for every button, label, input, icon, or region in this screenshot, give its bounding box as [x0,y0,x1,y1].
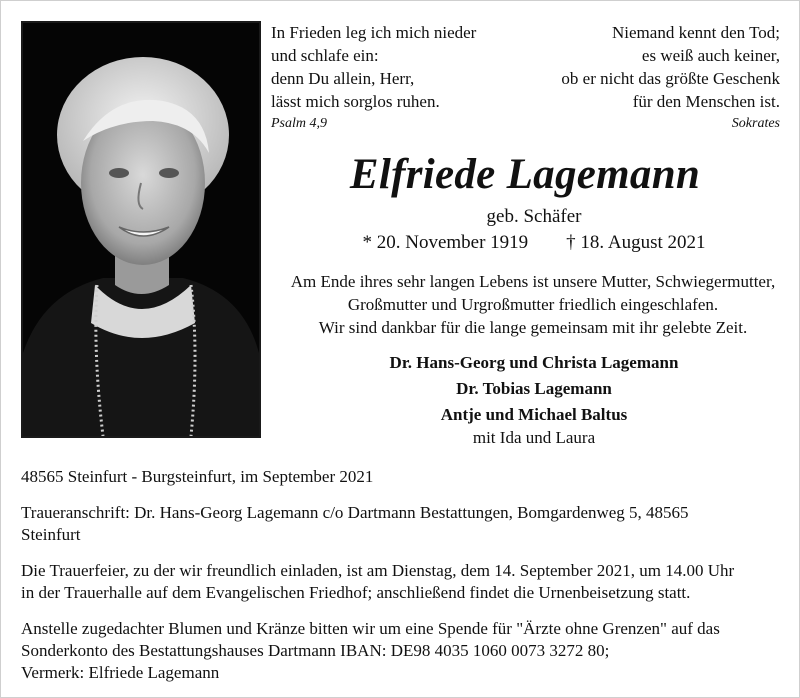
place-date-text: 48565 Steinfurt - Burgsteinfurt, im September 2021 [21,467,374,486]
ceremony-line: in der Trauerhalle auf dem Evangelischen Friedhof; anschließend findet die Urnenbeisetzung statt. [21,583,691,602]
psalm-quote-line: In Frieden leg ich mich nieder [271,23,477,42]
socrates-quote-line: ob er nicht das größte Geschenk [561,69,780,88]
socrates-quote-line: für den Menschen ist. [632,92,780,111]
portrait-photo [21,21,261,438]
socrates-quote-source: Sokrates [731,116,780,131]
deceased-name: Elfriede Lagemann [349,151,701,198]
socrates-quote [520,21,780,133]
mourners-list [271,350,797,448]
notice-details [21,466,791,698]
place-date [21,466,791,488]
socrates-quote-line: Niemand kennt den Tod; [612,23,780,42]
birth-name: geb. Schäfer [486,206,582,227]
donation-line: Vermerk: Elfriede Lagemann [21,663,220,682]
donation-line: Sonderkonto des Bestattungshauses Dartmann IBAN: DE98 4035 1060 0073 3272 80; [21,641,610,660]
psalm-quote-line: denn Du allein, Herr, [271,69,415,88]
ceremony-line: Die Trauerfeier, zu der wir freundlich einladen, ist am Dienstag, dem 14. September 2021, um 14.00 Uhr [21,561,735,580]
ceremony-info [21,560,791,604]
socrates-quote-line: es weiß auch keiner, [641,46,780,65]
psalm-quote-line: und schlafe ein: [271,46,379,65]
life-dates [271,230,797,256]
mourners-note: mit Ida und Laura [472,428,596,447]
mourner-name: Dr. Hans-Georg und Christa Lagemann [389,353,679,372]
mourner-name: Antje und Michael Baltus [440,405,628,424]
psalm-quote-line: lässt mich sorglos ruhen. [271,92,440,111]
psalm-quote-source: Psalm 4,9 [271,116,327,131]
donation-info [21,618,791,684]
message-line: Am Ende ihres sehr langen Lebens ist unsere Mutter, Schwiegermutter, [290,272,776,291]
death-date: † 18. August 2021 [566,232,706,253]
address-line: Traueranschrift: Dr. Hans-Georg Lagemann c/o Dartmann Bestattungen, Bomgardenweg 5, 48565 [21,503,689,522]
psalm-quote [271,21,511,133]
address-line: Steinfurt [21,525,81,544]
mourning-address [21,502,791,546]
mourner-name: Dr. Tobias Lagemann [456,379,612,398]
birth-date: * 20. November 1919 [362,232,529,253]
farewell-message [266,270,800,339]
message-line: Großmutter und Urgroßmutter friedlich eingeschlafen. [347,295,719,314]
donation-line: Anstelle zugedachter Blumen und Kränze bitten wir um eine Spende für "Ärzte ohne Grenzen" auf das [21,619,720,638]
message-line: Wir sind dankbar für die lange gemeinsam mit ihr gelebte Zeit. [318,318,748,337]
